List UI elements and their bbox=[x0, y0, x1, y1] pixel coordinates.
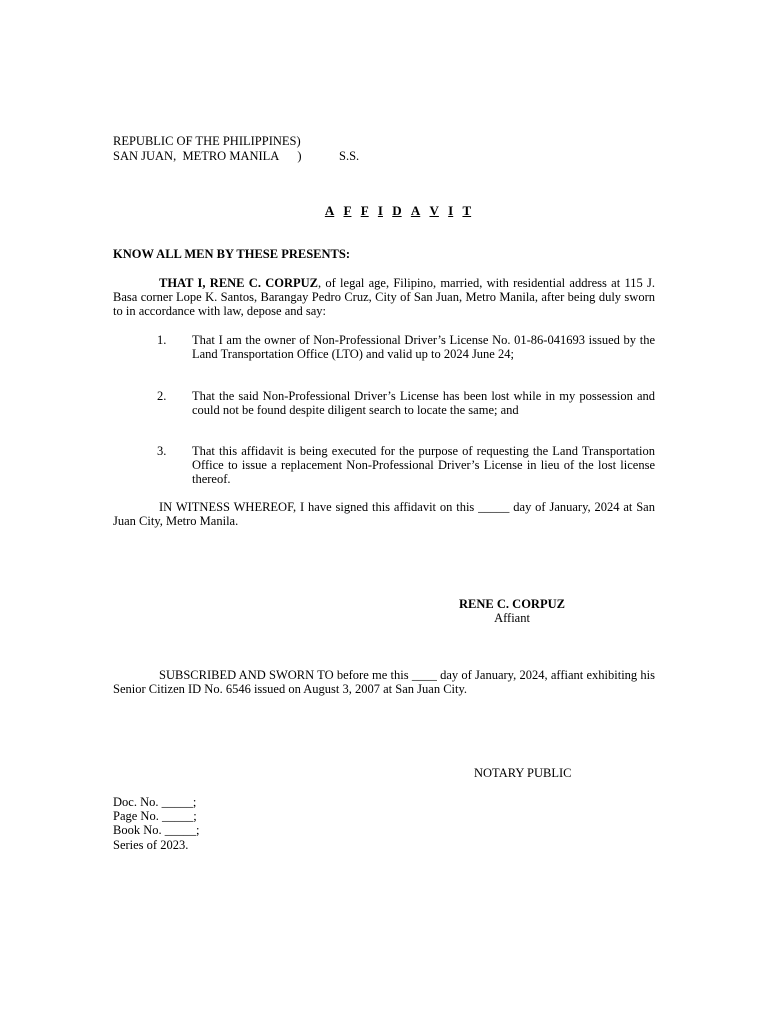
witness-paragraph: IN WITNESS WHEREOF, I have signed this affidavit on this _____ day of January, 2024 at San Juan City, Metro Manila. bbox=[113, 500, 655, 529]
title-letter: I bbox=[448, 203, 454, 218]
title-letter: D bbox=[392, 203, 402, 218]
list-item-number: 1. bbox=[157, 333, 167, 347]
book-number-line: Book No. _____; bbox=[113, 823, 200, 838]
affiant-block bbox=[432, 597, 592, 625]
list-item-text: That the said Non-Professional Driver’s License has been lost while in my possession and could not be found despite diligent search to locate the same; and bbox=[192, 389, 655, 418]
title-letter: F bbox=[343, 203, 352, 218]
title-letter: A bbox=[410, 203, 421, 218]
intro-body: , of legal age, Filipino, married, with residential address at 115 J. Basa corner Lope K. Santos, Barangay Pedro Cruz, City of San Juan, Metro Manila, after being duly sworn to in accordance with law, depose and say: bbox=[113, 276, 655, 319]
page-number-line: Page No. _____; bbox=[113, 809, 197, 824]
title-letter: A bbox=[324, 203, 335, 218]
list-item-text: That I am the owner of Non-Professional Driver’s License No. 01-86-041693 issued by the Land Transportation Office (LTO) and valid up to 2024 June 24; bbox=[192, 333, 655, 362]
title-letter: T bbox=[462, 203, 472, 218]
title-letter: F bbox=[360, 203, 369, 218]
intro-paragraph bbox=[113, 276, 655, 319]
notary-public-label: NOTARY PUBLIC bbox=[474, 766, 572, 780]
doc-references bbox=[113, 795, 199, 852]
series-line: Series of 2023. bbox=[113, 837, 189, 852]
list-item-number: 2. bbox=[157, 389, 167, 403]
venue-line-2 bbox=[113, 149, 359, 163]
venue-ss: S.S. bbox=[339, 149, 360, 163]
affiant-name: RENE C. CORPUZ bbox=[459, 597, 565, 611]
jurat-paragraph: SUBSCRIBED AND SWORN TO before me this ____ day of January, 2024, affiant exhibiting his Senior Citizen ID No. 6546 issued on August 3, 2007 at San Juan City. bbox=[113, 668, 655, 697]
venue-line-1: REPUBLIC OF THE PHILIPPINES) bbox=[113, 134, 301, 148]
venue-city: SAN JUAN, METRO MANILA ) bbox=[113, 149, 302, 163]
document-title bbox=[0, 204, 768, 218]
intro-lead: THAT I, RENE C. CORPUZ bbox=[159, 276, 318, 290]
title-letter: I bbox=[377, 203, 383, 218]
list-item-text: That this affidavit is being executed for the purpose of requesting the Land Transportation Office to issue a replacement Non-Professional Driver’s License in lieu of the lost license thereof. bbox=[192, 444, 655, 487]
doc-number-line: Doc. No. _____; bbox=[113, 795, 197, 809]
title-letter: V bbox=[429, 203, 439, 218]
affiant-role: Affiant bbox=[494, 611, 530, 626]
section-heading: KNOW ALL MEN BY THESE PRESENTS: bbox=[113, 247, 350, 261]
list-item-number: 3. bbox=[157, 444, 167, 458]
